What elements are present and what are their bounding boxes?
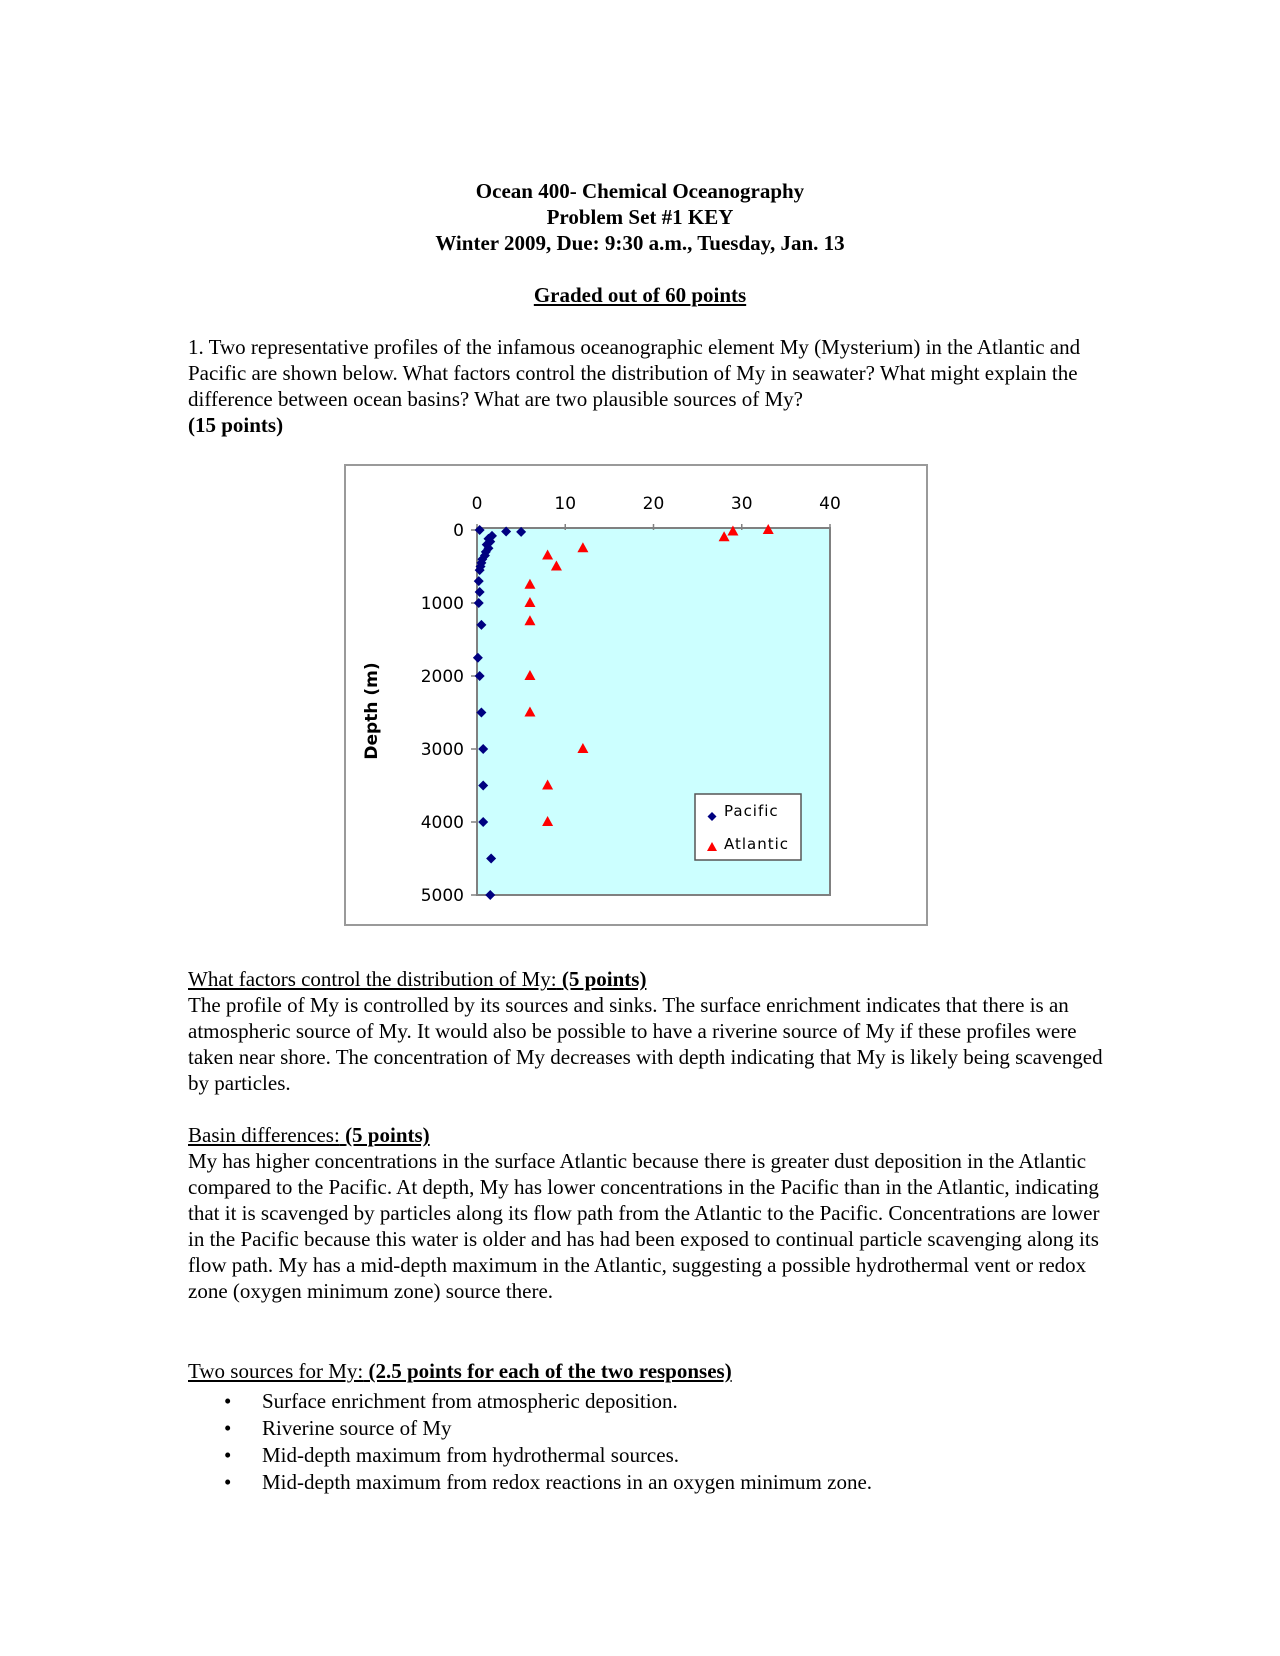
x-tick-label: 20 <box>642 494 665 514</box>
y-tick-label: 4000 <box>420 813 464 833</box>
legend <box>695 794 801 860</box>
basin-body: My has higher concentrations in the surface Atlantic because there is greater dust deposition in the Atlantic compared to the Pacific. At depth, My has lower concentrations in the Pacific than in the Atlantic, indicating that it is scavenged by particles along its flow path from the Atlantic to the Pacific. Concentrations are lower in the Pacific because this water is older and has had been exposed to continual particle scavenging along its flow path. My has a mid-depth maximum in the Atlantic, suggesting a possible hydrothermal vent or redox zone (oxygen minimum zone) source there. <box>188 1149 1100 1303</box>
y-tick-label: 3000 <box>420 740 464 760</box>
list-item: • Mid-depth maximum from redox reactions in an oxygen minimum zone. <box>224 1470 873 1494</box>
factors-section <box>188 966 1108 1096</box>
question-points: (15 points) <box>188 413 284 437</box>
y-axis-label: Depth (m) <box>362 662 382 760</box>
legend-atlantic-label: Atlantic <box>724 835 790 853</box>
legend-pacific-label: Pacific <box>724 802 779 820</box>
y-tick-label: 2000 <box>420 667 464 687</box>
question-text: 1. Two representative profiles of the infamous oceanographic element My (Mysterium) in the Atlantic and Pacific are shown below. What factors control the distribution of My in seawater? What might explain the difference between ocean basins? What are two plausible sources of My? <box>188 335 1081 411</box>
depth-profile-chart <box>344 464 928 926</box>
x-tick-label: 30 <box>730 494 753 514</box>
sources-list <box>188 1388 1108 1496</box>
chart-svg <box>344 464 928 926</box>
y-tick-label: 5000 <box>420 886 464 906</box>
x-tick-label: 0 <box>471 494 483 514</box>
factors-heading: What factors control the distribution of My: (5 points) <box>188 967 647 991</box>
x-tick-label: 40 <box>819 494 841 514</box>
basin-section <box>188 1122 1108 1304</box>
list-item: • Surface enrichment from atmospheric deposition. <box>224 1389 678 1413</box>
factors-body: The profile of My is controlled by its sources and sinks. The surface enrichment indicates that there is an atmospheric source of My. It would also be possible to have a riverine source of My if these profiles were taken near shore. The concentration of My decreases with depth indicating that My is likely being scavenged by particles. <box>188 993 1103 1095</box>
due-date: Winter 2009, Due: 9:30 a.m., Tuesday, Jan. 13 <box>435 231 845 255</box>
y-tick-label: 1000 <box>420 594 464 614</box>
graded-total: Graded out of 60 points <box>533 283 747 307</box>
y-tick-label: 0 <box>453 521 464 541</box>
list-item: • Riverine source of My <box>224 1416 452 1440</box>
question-1 <box>188 334 1108 438</box>
sources-heading: Two sources for My: (2.5 points for each of the two responses) <box>188 1359 732 1383</box>
problem-set-title: Problem Set #1 KEY <box>546 205 734 229</box>
list-item: • Mid-depth maximum from hydrothermal sources. <box>224 1443 679 1467</box>
x-tick-label: 10 <box>554 494 577 514</box>
course-title: Ocean 400- Chemical Oceanography <box>475 179 805 203</box>
basin-heading: Basin differences: (5 points) <box>188 1123 430 1147</box>
